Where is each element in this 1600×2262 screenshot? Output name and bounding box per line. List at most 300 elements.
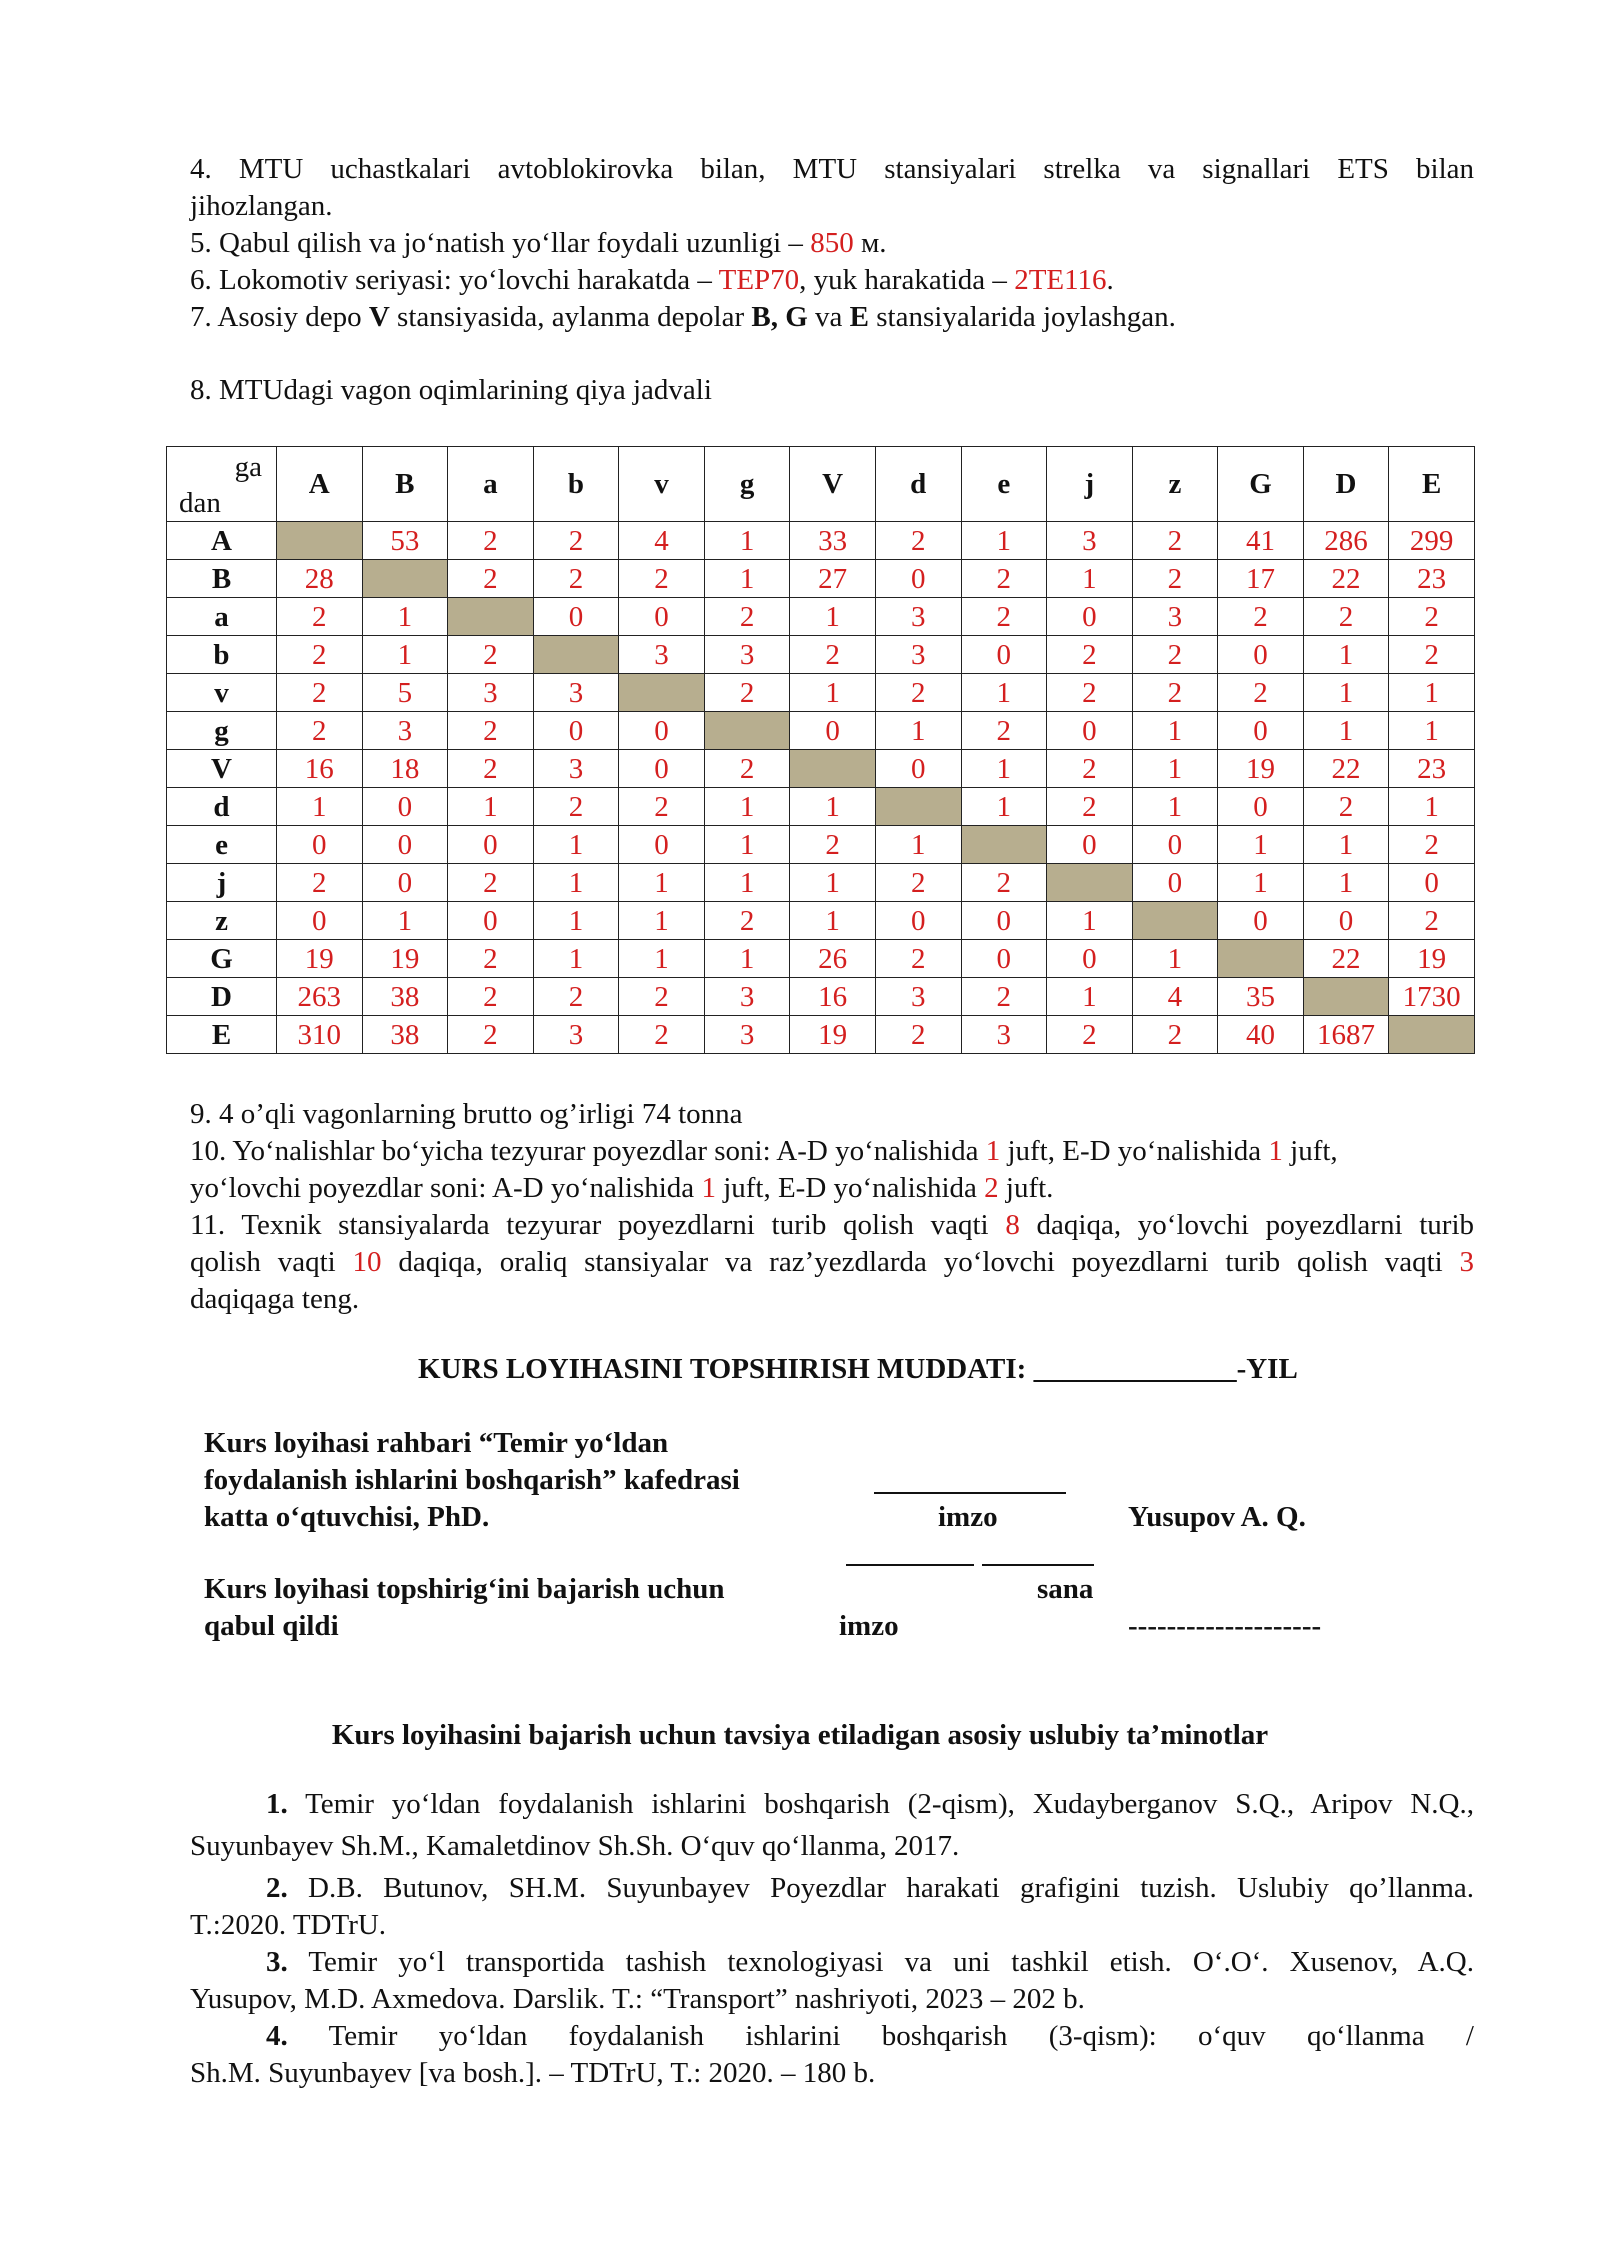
- flow-cell: 0: [961, 902, 1047, 940]
- item-10-f: juft.: [998, 1172, 1054, 1204]
- flow-cell: 1730: [1389, 978, 1475, 1016]
- reference-4-text: Temir yo‘ldan foydalanish ishlarini boshqarish (3-qism): o‘quv qo‘llanma /: [287, 2020, 1474, 2052]
- flow-cell: 3: [875, 598, 961, 636]
- item-5: [190, 225, 887, 262]
- flow-cell: 0: [619, 750, 705, 788]
- flow-cell: 1: [875, 826, 961, 864]
- flow-cell: 2: [448, 560, 534, 598]
- reference-3-text-cont: Yusupov, M.D. Axmedova. Darslik. T.: “Transport” nashriyoti, 2023 – 202 b.: [190, 1983, 1085, 2015]
- reference-2-line1: [190, 1870, 1474, 1907]
- deadline-text: KURS LOYIHASINI TOPSHIRISH MUDDATI: ______________-YIL: [418, 1353, 1298, 1385]
- flow-cell: 1: [704, 560, 790, 598]
- flow-cell: 2: [1047, 750, 1133, 788]
- flow-cell: 16: [790, 978, 876, 1016]
- corner-to-label: ga: [234, 451, 262, 483]
- express-trains-ed: 1: [1268, 1135, 1283, 1167]
- flow-cell: 2: [277, 636, 363, 674]
- flow-cell: 2: [1047, 674, 1133, 712]
- matrix-row: [167, 902, 1475, 940]
- item-4-first-line: 4. MTU uchastkalari avtoblokirovka bilan, MTU stansiyalari strelka va signallari ETS bilan: [190, 153, 1474, 185]
- flow-cell: 2: [961, 712, 1047, 750]
- item-7-g: stansiyalarida joylashgan.: [869, 301, 1176, 333]
- flow-cell: 0: [1132, 826, 1218, 864]
- flow-cell: 2: [1389, 902, 1475, 940]
- item-11-c: qolish vaqti: [190, 1246, 353, 1278]
- supervisor-signature-label: imzo: [938, 1501, 998, 1533]
- flow-cell: 0: [961, 636, 1047, 674]
- diagonal-cell: [790, 750, 876, 788]
- flow-cell: 0: [362, 788, 448, 826]
- reference-3-line1: [190, 1944, 1474, 1981]
- flow-cell: 1: [619, 864, 705, 902]
- flow-cell: 2: [533, 560, 619, 598]
- flow-cell: 0: [961, 940, 1047, 978]
- flow-cell: 2: [1132, 522, 1218, 560]
- flow-cell: 1: [704, 940, 790, 978]
- item-7-e: va: [807, 301, 850, 333]
- item-6-text: 6. Lokomotiv seriyasi: yo‘lovchi harakatda –: [190, 264, 719, 296]
- table-caption: 8. MTUdagi vagon oqimlarining qiya jadvali: [190, 374, 712, 406]
- flow-cell: 53: [362, 522, 448, 560]
- diagonal-cell: [533, 636, 619, 674]
- diagonal-cell: [448, 598, 534, 636]
- flow-cell: 1: [362, 902, 448, 940]
- passenger-loco-series: TEP70: [718, 264, 800, 296]
- row-header-B: B: [167, 560, 277, 598]
- supervisor-line3: katta o‘qtuvchisi, PhD.: [204, 1501, 490, 1533]
- flow-cell: 0: [619, 826, 705, 864]
- flow-cell: 2: [875, 864, 961, 902]
- flow-cell: 1: [1132, 940, 1218, 978]
- reference-4-line1: [190, 2018, 1474, 2055]
- column-header-A: A: [277, 447, 363, 522]
- reference-1-text-cont: Suyunbayev Sh.M., Kamaletdinov Sh.Sh. O‘quv qo‘llanma, 2017.: [190, 1830, 960, 1862]
- flow-cell: 1: [704, 826, 790, 864]
- flow-cell: 2: [533, 788, 619, 826]
- passenger-trains-ad: 1: [701, 1172, 716, 1204]
- diagonal-cell: [1218, 940, 1304, 978]
- item-4-line2: [190, 188, 333, 225]
- reference-2-text-cont: T.:2020. TDTrU.: [190, 1909, 387, 1941]
- flow-cell: 23: [1389, 560, 1475, 598]
- flow-cell: 1: [961, 788, 1047, 826]
- column-header-g: g: [704, 447, 790, 522]
- flow-cell: 2: [619, 560, 705, 598]
- flow-cell: 4: [1132, 978, 1218, 1016]
- flow-cell: 3: [533, 1016, 619, 1054]
- flow-cell: 40: [1218, 1016, 1304, 1054]
- flow-cell: 2: [704, 902, 790, 940]
- flow-cell: 2: [875, 1016, 961, 1054]
- matrix-row: [167, 560, 1475, 598]
- flow-cell: 299: [1389, 522, 1475, 560]
- flow-cell: 0: [1303, 902, 1389, 940]
- item-10-b: juft, E-D yo‘nalishida: [1000, 1135, 1269, 1167]
- flow-cell: 17: [1218, 560, 1304, 598]
- flow-cell: 1: [1303, 674, 1389, 712]
- flow-cell: 0: [1047, 826, 1133, 864]
- flow-cell: 22: [1303, 750, 1389, 788]
- flow-cell: 263: [277, 978, 363, 1016]
- flow-cell: 2: [448, 712, 534, 750]
- flow-cell: 2: [533, 522, 619, 560]
- row-header-e: e: [167, 826, 277, 864]
- item-10-line2: [190, 1170, 1053, 1207]
- flow-cell: 0: [533, 712, 619, 750]
- item-4-second-line: jihozlangan.: [190, 190, 333, 222]
- flow-cell: 2: [533, 978, 619, 1016]
- row-header-D: D: [167, 978, 277, 1016]
- flow-cell: 1: [704, 788, 790, 826]
- row-header-V: V: [167, 750, 277, 788]
- flow-cell: 1: [1303, 636, 1389, 674]
- row-header-A: A: [167, 522, 277, 560]
- supervisor-line2: foydalanish ishlarini boshqarish” kafedrasi: [204, 1464, 740, 1496]
- row-header-b: b: [167, 636, 277, 674]
- flow-cell: 1: [1047, 902, 1133, 940]
- flow-cell: 0: [790, 712, 876, 750]
- flow-cell: 41: [1218, 522, 1304, 560]
- deadline-heading: [418, 1351, 1298, 1388]
- diagonal-cell: [875, 788, 961, 826]
- turnaround-depot-station-e: E: [849, 301, 870, 333]
- column-header-D: D: [1303, 447, 1389, 522]
- flow-cell: 1: [961, 750, 1047, 788]
- item-11-b: daqiqa, yo‘lovchi poyezdlarni turib: [1019, 1209, 1474, 1241]
- accepted-line1: Kurs loyihasi topshirig‘ini bajarish uchun: [204, 1573, 725, 1605]
- flow-cell: 3: [1047, 522, 1133, 560]
- flow-cell: 2: [961, 978, 1047, 1016]
- flow-cell: 1: [1389, 674, 1475, 712]
- column-header-G: G: [1218, 447, 1304, 522]
- flow-cell: 1: [704, 864, 790, 902]
- item-10-c: juft,: [1282, 1135, 1338, 1167]
- reference-3-line2: [190, 1981, 1085, 2018]
- flow-cell: 2: [1389, 636, 1475, 674]
- flow-cell: 0: [533, 598, 619, 636]
- item-5-text: 5. Qabul qilish va jo‘natish yo‘llar foydali uzunligi –: [190, 227, 811, 259]
- flow-cell: 2: [277, 674, 363, 712]
- flow-cell: 0: [1218, 636, 1304, 674]
- flow-cell: 2: [448, 978, 534, 1016]
- flow-cell: 0: [875, 560, 961, 598]
- flow-cell: 0: [1218, 902, 1304, 940]
- reference-4-text-cont: Sh.M. Suyunbayev [va bosh.]. – TDTrU, T.: 2020. – 180 b.: [190, 2057, 876, 2089]
- matrix-row: [167, 750, 1475, 788]
- flow-cell: 2: [619, 1016, 705, 1054]
- flow-cell: 1: [875, 712, 961, 750]
- diagonal-cell: [619, 674, 705, 712]
- matrix-body: [167, 522, 1475, 1054]
- reference-1-line1: [190, 1786, 1474, 1823]
- reference-4-number: 4.: [266, 2020, 288, 2052]
- flow-cell: 2: [1132, 674, 1218, 712]
- flow-cell: 0: [875, 902, 961, 940]
- flow-cell: 19: [1389, 940, 1475, 978]
- item-10-a: 10. Yo‘nalishlar bo‘yicha tezyurar poyezdlar soni: A-D yo‘nalishida: [190, 1135, 986, 1167]
- flow-cell: 0: [448, 826, 534, 864]
- flow-cell: 1: [1218, 826, 1304, 864]
- item-10-d: yo‘lovchi poyezdlar soni: A-D yo‘nalishida: [190, 1172, 702, 1204]
- flow-cell: 1: [533, 826, 619, 864]
- flow-cell: 2: [448, 864, 534, 902]
- diagonal-cell: [277, 522, 363, 560]
- flow-cell: 2: [448, 750, 534, 788]
- item-9-text: 9. 4 o’qli vagonlarning brutto og’irligi 74 tonna: [190, 1098, 743, 1130]
- flow-cell: 3: [704, 636, 790, 674]
- flow-cell: 1: [790, 864, 876, 902]
- flow-cell: 1: [1303, 712, 1389, 750]
- matrix-header-row: [167, 447, 1475, 522]
- column-header-z: z: [1132, 447, 1218, 522]
- flow-cell: 2: [704, 598, 790, 636]
- flow-cell: 3: [875, 636, 961, 674]
- row-header-j: j: [167, 864, 277, 902]
- item-9: [190, 1096, 743, 1133]
- express-trains-ad: 1: [985, 1135, 1001, 1167]
- reference-1-number: 1.: [266, 1788, 288, 1820]
- reference-1-text: Temir yo‘ldan foydalanish ishlarini boshqarish (2-qism), Xudayberganov S.Q., Aripov N.Q.,: [287, 1788, 1474, 1820]
- matrix-row: [167, 636, 1475, 674]
- passenger-dwell-time: 10: [352, 1246, 382, 1278]
- flow-cell: 1: [961, 522, 1047, 560]
- item-8-title: [190, 372, 712, 409]
- flow-cell: 2: [1389, 598, 1475, 636]
- flow-cell: 2: [1303, 788, 1389, 826]
- column-header-a: a: [448, 447, 534, 522]
- item-6-end: .: [1106, 264, 1114, 296]
- flow-cell: 1: [277, 788, 363, 826]
- flow-cell: 2: [1389, 826, 1475, 864]
- column-header-d: d: [875, 447, 961, 522]
- freight-loco-series: 2TE116: [1014, 264, 1107, 296]
- flow-cell: 2: [1218, 598, 1304, 636]
- flow-cell: 0: [277, 826, 363, 864]
- flow-cell: 1: [533, 940, 619, 978]
- flow-cell: 1: [619, 902, 705, 940]
- flow-cell: 286: [1303, 522, 1389, 560]
- diagonal-cell: [704, 712, 790, 750]
- flow-cell: 38: [362, 1016, 448, 1054]
- flow-cell: 3: [704, 1016, 790, 1054]
- flow-cell: 3: [448, 674, 534, 712]
- supervisor-name: Yusupov A. Q.: [1128, 1501, 1306, 1533]
- flow-cell: 1: [1389, 788, 1475, 826]
- flow-cell: 2: [961, 598, 1047, 636]
- column-header-V: V: [790, 447, 876, 522]
- matrix-row: [167, 940, 1475, 978]
- flow-cell: 2: [277, 712, 363, 750]
- flow-cell: 0: [1047, 598, 1133, 636]
- main-depot-station: V: [368, 301, 390, 333]
- references-heading: [0, 1717, 1600, 1754]
- student-signature-line: [846, 1564, 974, 1566]
- flow-cell: 2: [277, 598, 363, 636]
- flow-cell: 2: [619, 978, 705, 1016]
- flow-cell: 2: [1132, 560, 1218, 598]
- flow-cell: 2: [1047, 1016, 1133, 1054]
- flow-cell: 3: [533, 750, 619, 788]
- flow-cell: 3: [961, 1016, 1047, 1054]
- flow-cell: 2: [790, 826, 876, 864]
- flow-cell: 2: [448, 940, 534, 978]
- flow-cell: 0: [277, 902, 363, 940]
- flow-cell: 1: [362, 636, 448, 674]
- row-header-z: z: [167, 902, 277, 940]
- flow-cell: 5: [362, 674, 448, 712]
- matrix-row: [167, 978, 1475, 1016]
- matrix-row: [167, 826, 1475, 864]
- flow-cell: 2: [619, 788, 705, 826]
- flow-cell: 18: [362, 750, 448, 788]
- flow-cell: 2: [448, 636, 534, 674]
- item-4-line1: [190, 151, 1474, 188]
- flow-cell: 38: [362, 978, 448, 1016]
- item-11-line2: [190, 1244, 1474, 1281]
- diagonal-cell: [1303, 978, 1389, 1016]
- flow-cell: 1: [961, 674, 1047, 712]
- flow-cell: 2: [704, 750, 790, 788]
- flow-cell: 1: [1132, 788, 1218, 826]
- column-header-v: v: [619, 447, 705, 522]
- flow-cell: 1: [1047, 978, 1133, 1016]
- flow-cell: 1: [619, 940, 705, 978]
- item-11-d: daqiqa, oraliq stansiyalar va raz’yezdlarda yo‘lovchi poyezdlarni turib qolish vaqti: [381, 1246, 1460, 1278]
- flow-cell: 19: [1218, 750, 1304, 788]
- flow-cell: 2: [1132, 636, 1218, 674]
- track-length-unit: м.: [853, 227, 887, 259]
- flow-cell: 0: [1047, 940, 1133, 978]
- flow-cell: 1: [362, 598, 448, 636]
- flow-cell: 0: [362, 826, 448, 864]
- flow-cell: 22: [1303, 560, 1389, 598]
- intermediate-dwell-time: 3: [1459, 1246, 1474, 1278]
- item-11-line1: [190, 1207, 1474, 1244]
- diagonal-cell: [1132, 902, 1218, 940]
- track-length-value: 850: [810, 227, 854, 259]
- matrix-row: [167, 598, 1475, 636]
- matrix-row: [167, 522, 1475, 560]
- item-11-e: daqiqaga teng.: [190, 1283, 360, 1315]
- matrix-row: [167, 788, 1475, 826]
- flow-cell: 0: [619, 598, 705, 636]
- flow-cell: 23: [1389, 750, 1475, 788]
- flow-cell: 1: [1389, 712, 1475, 750]
- matrix-row: [167, 864, 1475, 902]
- passenger-trains-ed: 2: [984, 1172, 999, 1204]
- column-header-E: E: [1389, 447, 1475, 522]
- flow-cell: 22: [1303, 940, 1389, 978]
- flow-cell: 28: [277, 560, 363, 598]
- flow-cell: 1: [704, 522, 790, 560]
- reference-2-line2: [190, 1907, 386, 1944]
- flow-cell: 0: [1132, 864, 1218, 902]
- flow-cell: 1: [790, 788, 876, 826]
- column-header-b: b: [533, 447, 619, 522]
- flow-cell: 1: [1132, 750, 1218, 788]
- flow-cell: 310: [277, 1016, 363, 1054]
- flow-cell: 19: [790, 1016, 876, 1054]
- column-header-B: B: [362, 447, 448, 522]
- matrix-corner-cell: [167, 447, 277, 522]
- flow-cell: 2: [961, 560, 1047, 598]
- flow-cell: 2: [790, 636, 876, 674]
- matrix-row: [167, 712, 1475, 750]
- reference-2-number: 2.: [266, 1872, 288, 1904]
- reference-3-number: 3.: [266, 1946, 288, 1978]
- flow-cell: 0: [1218, 712, 1304, 750]
- flow-cell: 1: [1047, 560, 1133, 598]
- flow-cell: 3: [533, 674, 619, 712]
- accepted-line2: qabul qildi: [204, 1610, 339, 1642]
- flow-cell: 1: [1303, 826, 1389, 864]
- flow-cell: 1: [533, 902, 619, 940]
- row-header-d: d: [167, 788, 277, 826]
- flow-cell: 2: [1047, 788, 1133, 826]
- flow-cell: 1: [790, 598, 876, 636]
- matrix-row: [167, 1016, 1475, 1054]
- flow-cell: 0: [362, 864, 448, 902]
- supervisor-signature-line: [874, 1492, 1066, 1494]
- item-7-a: 7. Asosiy depo: [190, 301, 369, 333]
- wagon-flow-matrix: [166, 446, 1475, 1054]
- diagonal-cell: [1047, 864, 1133, 902]
- flow-cell: 2: [1132, 1016, 1218, 1054]
- flow-cell: 2: [875, 522, 961, 560]
- flow-cell: 1: [790, 674, 876, 712]
- item-6-mid: , yuk harakatida –: [799, 264, 1015, 296]
- references-heading-text: Kurs loyihasini bajarish uchun tavsiya etiladigan asosiy uslubiy ta’minotlar: [331, 1719, 1269, 1751]
- row-header-E: E: [167, 1016, 277, 1054]
- column-header-j: j: [1047, 447, 1133, 522]
- flow-cell: 2: [1218, 674, 1304, 712]
- date-line: [982, 1564, 1094, 1566]
- row-header-v: v: [167, 674, 277, 712]
- flow-cell: 1: [1218, 864, 1304, 902]
- flow-cell: 2: [448, 522, 534, 560]
- flow-cell: 0: [1218, 788, 1304, 826]
- flow-cell: 2: [961, 864, 1047, 902]
- flow-cell: 1: [790, 902, 876, 940]
- flow-cell: 3: [704, 978, 790, 1016]
- flow-cell: 1: [1303, 864, 1389, 902]
- flow-cell: 3: [619, 636, 705, 674]
- flow-cell: 3: [1132, 598, 1218, 636]
- flow-cell: 2: [448, 1016, 534, 1054]
- student-signature-label: imzo: [839, 1610, 899, 1642]
- flow-cell: 4: [619, 522, 705, 560]
- item-10-e: juft, E-D yo‘nalishida: [715, 1172, 985, 1204]
- flow-cell: 33: [790, 522, 876, 560]
- flow-cell: 27: [790, 560, 876, 598]
- flow-cell: 16: [277, 750, 363, 788]
- flow-cell: 3: [875, 978, 961, 1016]
- matrix-row: [167, 674, 1475, 712]
- reference-4-line2: [190, 2055, 875, 2092]
- flow-cell: 2: [704, 674, 790, 712]
- student-name-blank: --------------------: [1128, 1610, 1322, 1642]
- date-label: sana: [1037, 1573, 1094, 1605]
- flow-cell: 19: [277, 940, 363, 978]
- flow-cell: 0: [875, 750, 961, 788]
- flow-cell: 0: [448, 902, 534, 940]
- diagonal-cell: [961, 826, 1047, 864]
- item-10-line1: [190, 1133, 1338, 1170]
- flow-cell: 2: [875, 674, 961, 712]
- flow-cell: 0: [1047, 712, 1133, 750]
- flow-cell: 26: [790, 940, 876, 978]
- flow-cell: 1: [448, 788, 534, 826]
